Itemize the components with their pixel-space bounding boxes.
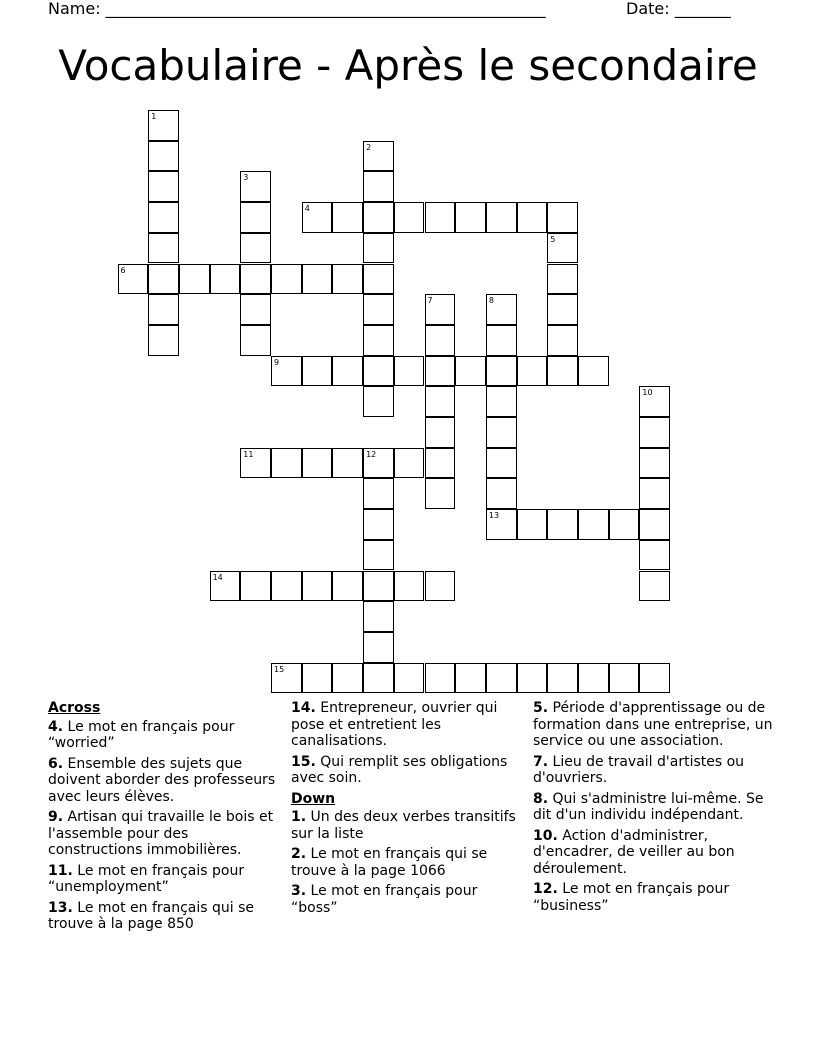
grid-cell[interactable] [547,663,578,694]
grid-cell[interactable] [547,202,578,233]
grid-cell[interactable] [332,663,363,694]
grid-cell[interactable] [302,663,333,694]
grid-cell[interactable] [639,478,670,509]
grid-cell[interactable] [363,264,394,295]
clues-column-3 [533,700,773,918]
grid-cell[interactable] [240,171,271,202]
grid-cell[interactable] [363,571,394,602]
grid-cell[interactable] [363,233,394,264]
clue-down-3: 3. Le mot en français pour “boss” [291,883,478,916]
grid-cell[interactable] [363,356,394,387]
grid-cell[interactable] [363,478,394,509]
grid-cell[interactable] [486,417,517,448]
grid-cell[interactable] [302,264,333,295]
grid-cell[interactable] [425,571,456,602]
clue-down-5: 5. Période d'apprentissage ou de formation dans une entreprise, un service ou une association. [533,700,773,749]
clue-across-6: 6. Ensemble des sujets que doivent aborder des professeurs avec leurs élèves. [48,755,276,805]
grid-cell[interactable] [455,202,486,233]
clue-across-11: 11. Le mot en français pour “unemployment” [48,862,245,895]
clue-number: 3 [243,173,249,183]
grid-cell[interactable] [363,540,394,571]
grid-cell[interactable] [517,663,548,694]
down-heading: Down [291,790,336,807]
grid-cell[interactable] [578,356,609,387]
grid-cell[interactable] [639,663,670,694]
clue-number: 9 [274,357,280,367]
grid-cell[interactable] [240,571,271,602]
grid-cell[interactable] [547,356,578,387]
grid-cell[interactable] [639,509,670,540]
clue-number: 4 [304,204,310,214]
grid-cell[interactable] [148,202,179,233]
grid-cell[interactable] [486,294,517,325]
grid-cell[interactable] [363,294,394,325]
clue-number: 8 [488,296,494,306]
clue-number: 1 [151,112,157,121]
clue-number: 2 [366,142,372,152]
grid-cell[interactable] [363,202,394,233]
clue-down-8: 8. Qui s'administre lui-même. Se dit d'un individu indépendant. [533,790,764,823]
clue-down-7: 7. Lieu de travail d'artistes ou d'ouvriers. [533,753,745,786]
clues-column-2 [291,700,521,920]
grid-cell[interactable] [609,509,640,540]
grid-cell[interactable] [609,663,640,694]
grid-cell[interactable] [240,233,271,264]
grid-cell[interactable] [271,356,302,387]
grid-cell[interactable] [240,264,271,295]
name-field-label[interactable]: Name: _______________________________________________________ [48,0,546,18]
grid-cell[interactable] [486,325,517,356]
grid-cell[interactable] [148,171,179,202]
grid-cell[interactable] [425,478,456,509]
grid-cell[interactable] [578,509,609,540]
grid-cell[interactable] [363,386,394,417]
grid-cell[interactable] [486,448,517,479]
grid-cell[interactable] [363,663,394,694]
grid-cell[interactable] [394,448,425,479]
grid-cell[interactable] [425,202,456,233]
grid-cell[interactable] [425,448,456,479]
grid-cell[interactable] [517,356,548,387]
grid-cell[interactable] [302,202,333,233]
grid-cell[interactable] [639,571,670,602]
clue-number: 13 [488,511,500,521]
clue-across-9: 9. Artisan qui travaille le bois et l'assemble pour des constructions immobilières. [48,809,274,858]
grid-cell[interactable] [547,294,578,325]
grid-cell[interactable] [425,294,456,325]
grid-cell[interactable] [394,571,425,602]
grid-cell[interactable] [578,663,609,694]
grid-cell[interactable] [148,325,179,356]
grid-cell[interactable] [210,264,241,295]
grid-cell[interactable] [425,356,456,387]
grid-cell[interactable] [148,141,179,172]
grid-cell[interactable] [302,571,333,602]
grid-cell[interactable] [332,448,363,479]
grid-cell[interactable] [394,356,425,387]
grid-cell[interactable] [179,264,210,295]
clue-number: 12 [366,449,377,459]
clue-number: 15 [274,664,285,674]
grid-cell[interactable] [363,171,394,202]
clue-number: 10 [642,388,653,398]
grid-cell[interactable] [240,325,271,356]
grid-cell[interactable] [486,356,517,387]
grid-cell[interactable] [394,663,425,694]
grid-cell[interactable] [639,448,670,479]
grid-cell[interactable] [486,478,517,509]
grid-cell[interactable] [486,509,517,540]
grid-cell[interactable] [425,417,456,448]
grid-cell[interactable] [332,356,363,387]
grid-cell[interactable] [271,264,302,295]
grid-cell[interactable] [363,509,394,540]
grid-cell[interactable] [363,601,394,632]
grid-cell[interactable] [332,571,363,602]
grid-cell[interactable] [425,663,456,694]
grid-cell[interactable] [547,325,578,356]
clue-across-13: 13. Le mot en français qui se trouve à la page 850 [48,899,255,932]
grid-cell[interactable] [148,294,179,325]
grid-cell[interactable] [302,356,333,387]
clue-across-14: 14. Entrepreneur, ouvrier qui pose et entretient les canalisations. [291,700,498,749]
across-heading: Across [48,700,101,716]
grid-cell[interactable] [332,202,363,233]
clue-number: 14 [212,572,223,582]
clue-down-12: 12. Le mot en français pour “business” [533,881,730,914]
grid-cell[interactable] [486,202,517,233]
grid-cell[interactable] [148,110,179,141]
grid-cell[interactable] [332,264,363,295]
grid-cell[interactable] [148,233,179,264]
page-title: Vocabulaire - Après le secondaire [58,41,758,90]
grid-cell[interactable] [455,356,486,387]
clue-number: 6 [120,265,126,275]
grid-cell[interactable] [517,202,548,233]
grid-cell[interactable] [302,448,333,479]
grid-cell[interactable] [271,663,302,694]
grid-cell[interactable] [455,663,486,694]
grid-cell[interactable] [271,448,302,479]
grid-cell[interactable] [486,386,517,417]
grid-cell[interactable] [547,233,578,264]
grid-cell[interactable] [210,571,241,602]
grid-cell[interactable] [148,264,179,295]
clue-across-4: 4. Le mot en français pour “worried” [48,718,235,751]
clue-down-10: 10. Action d'administrer, d'encadrer, de veiller au bon déroulement. [533,827,735,877]
grid-cell[interactable] [363,632,394,663]
clue-number: 7 [427,296,433,306]
grid-cell[interactable] [394,202,425,233]
grid-cell[interactable] [363,141,394,172]
grid-cell[interactable] [240,202,271,233]
grid-cell[interactable] [639,540,670,571]
grid-cell[interactable] [425,325,456,356]
clue-down-2: 2. Le mot en français qui se trouve à la page 1066 [291,846,488,879]
grid-cell[interactable] [240,448,271,479]
grid-cell[interactable] [517,509,548,540]
clue-number: 11 [243,449,254,459]
grid-cell[interactable] [639,386,670,417]
clue-across-15: 15. Qui remplit ses obligations avec soin. [291,753,508,786]
grid-cell[interactable] [547,264,578,295]
grid-cell[interactable] [240,294,271,325]
grid-cell[interactable] [271,571,302,602]
grid-cell[interactable] [363,325,394,356]
clue-number: 5 [550,234,556,244]
date-field-label[interactable]: Date: _______ [626,0,731,18]
grid-cell[interactable] [425,386,456,417]
clues-column-1 [48,700,280,937]
grid-cell[interactable] [363,448,394,479]
clue-down-1: 1. Un des deux verbes transitifs sur la liste [291,809,516,842]
grid-cell[interactable] [547,509,578,540]
grid-cell[interactable] [639,417,670,448]
grid-cell[interactable] [486,663,517,694]
grid-cell[interactable] [118,264,149,295]
